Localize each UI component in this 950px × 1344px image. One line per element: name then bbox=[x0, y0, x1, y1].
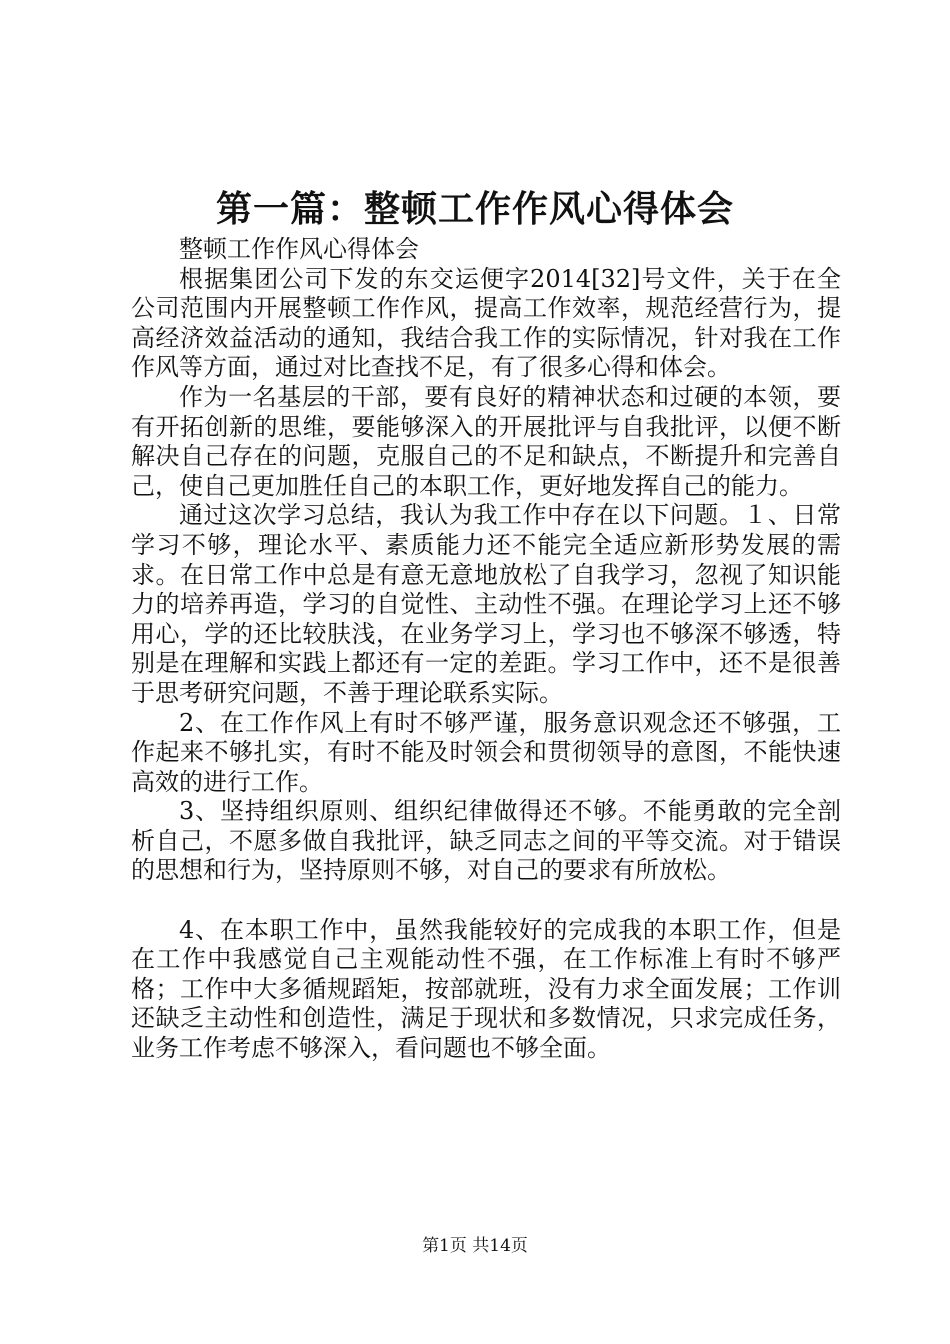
paragraph-problem-1: 通过这次学习总结，我认为我工作中存在以下问题。１、日常学习不够，理论水平、素质能力还不能完全适应新形势发展的需求。在日常工作中总是有意无意地放松了自我学习，忽视了知识能力的培养再造，学习的自觉性、主动性不强。在理论学习上还不够用心，学的还比较肤浅，在业务学习上，学习也不够深不够透，特别是在理解和实践上都还有一定的差距。学习工作中，还不是很善于思考研究问题，不善于理论联系实际。 bbox=[131, 501, 841, 707]
paragraph-subtitle: 整顿工作作风心得体会 bbox=[179, 235, 419, 263]
paragraph-problem-3: 3、坚持组织原则、组织纪律做得还不够。不能勇敢的完全剖析自己，不愿多做自我批评，缺乏同志之间的平等交流。对于错误的思想和行为，坚持原则不够，对自己的要求有所放松。 bbox=[131, 797, 841, 885]
paragraph-problem-4: 4、在本职工作中，虽然我能较好的完成我的本职工作，但是在工作中我感觉自己主观能动性不强，在工作标准上有时不够严格；工作中大多循规蹈矩，按部就班，没有力求全面发展；工作训还缺乏主动性和创造性，满足于现状和多数情况，只求完成任务，业务工作考虑不够深入，看问题也不够全面。 bbox=[131, 915, 841, 1063]
paragraph-problem-2: 2、在工作作风上有时不够严谨，服务意识观念还不够强，工作起来不够扎实，有时不能及时领会和贯彻领导的意图，不能快速高效的进行工作。 bbox=[131, 708, 841, 796]
document-body bbox=[131, 235, 841, 1064]
paragraph-cadre: 作为一名基层的干部，要有良好的精神状态和过硬的本领，要有开拓创新的思维，要能够深入的开展批评与自我批评，以便不断解决自己存在的问题，克服自己的不足和缺点，不断提升和完善自己，使自己更加胜任自己的本职工作，更好地发挥自己的能力。 bbox=[131, 382, 841, 500]
page-number: 第1页 共14页 bbox=[422, 1236, 528, 1256]
paragraph-intro: 根据集团公司下发的东交运便字2014[32]号文件，关于在全公司范围内开展整顿工作作风，提高工作效率，规范经营行为，提高经济效益活动的通知，我结合我工作的实际情况，针对我在工作作风等方面，通过对比查找不足，有了很多心得和体会。 bbox=[131, 264, 841, 382]
document-title: 第一篇：整顿工作作风心得体会 bbox=[215, 188, 734, 230]
